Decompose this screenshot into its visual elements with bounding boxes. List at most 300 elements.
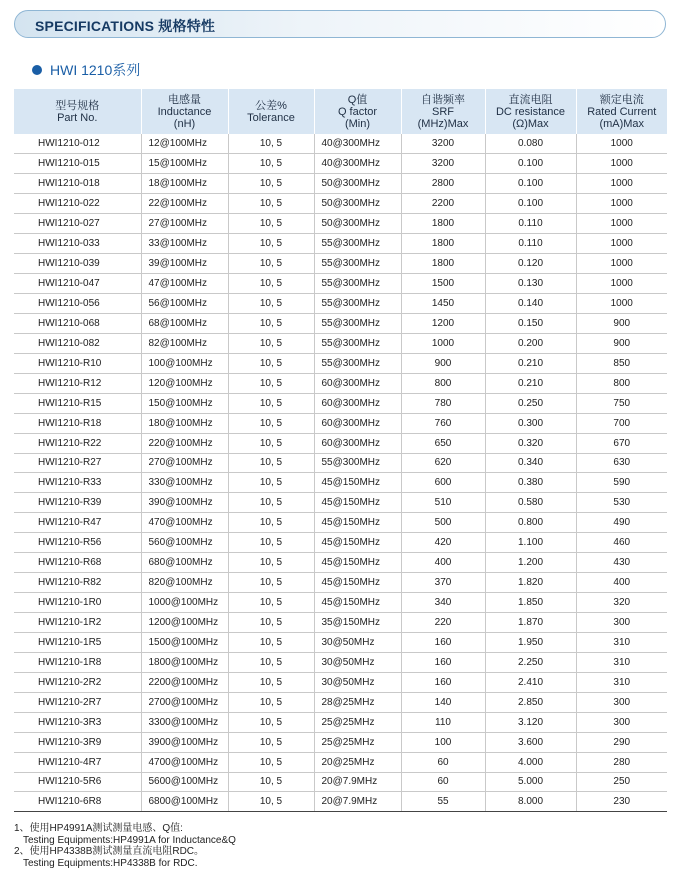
part-no-cell: HWI1210-012 [14, 134, 141, 154]
tolerance-cell: 10, 5 [228, 652, 314, 672]
part-no-cell: HWI1210-R33 [14, 473, 141, 493]
header-inductance-en: Inductance [157, 105, 212, 118]
q-factor-cell: 60@300MHz [314, 393, 401, 413]
tolerance-cell: 10, 5 [228, 174, 314, 194]
dc-resistance-cell: 0.150 [485, 313, 576, 333]
srf-cell: 60 [401, 752, 485, 772]
tolerance-cell: 10, 5 [228, 772, 314, 792]
header-rated-current [576, 89, 667, 134]
rated-current-cell: 1000 [576, 174, 667, 194]
rated-current-cell: 1000 [576, 234, 667, 254]
part-no-cell: HWI1210-1R5 [14, 632, 141, 652]
q-factor-cell: 60@300MHz [314, 413, 401, 433]
srf-cell: 110 [401, 712, 485, 732]
q-factor-cell: 55@300MHz [314, 234, 401, 254]
rated-current-cell: 310 [576, 652, 667, 672]
srf-cell: 420 [401, 533, 485, 553]
rated-current-cell: 1000 [576, 214, 667, 234]
header-q-factor-cn: Q值 [347, 93, 368, 106]
srf-cell: 510 [401, 493, 485, 513]
srf-cell: 1500 [401, 274, 485, 294]
tolerance-cell: 10, 5 [228, 433, 314, 453]
inductance-cell: 2700@100MHz [141, 692, 228, 712]
srf-cell: 400 [401, 553, 485, 573]
rated-current-cell: 300 [576, 692, 667, 712]
tolerance-cell: 10, 5 [228, 294, 314, 314]
header-inductance [141, 89, 228, 134]
header-row [14, 89, 667, 134]
dc-resistance-cell: 0.380 [485, 473, 576, 493]
dc-resistance-cell: 0.200 [485, 333, 576, 353]
tolerance-cell: 10, 5 [228, 792, 314, 812]
series-title: HWI 1210系列 [50, 62, 141, 78]
part-no-cell: HWI1210-R27 [14, 453, 141, 473]
srf-cell: 340 [401, 593, 485, 613]
tolerance-cell: 10, 5 [228, 573, 314, 593]
tolerance-cell: 10, 5 [228, 493, 314, 513]
table-row [14, 792, 667, 812]
tolerance-cell: 10, 5 [228, 692, 314, 712]
table-row [14, 712, 667, 732]
dc-resistance-cell: 0.340 [485, 453, 576, 473]
tolerance-cell: 10, 5 [228, 632, 314, 652]
tolerance-cell: 10, 5 [228, 613, 314, 633]
part-no-cell: HWI1210-5R6 [14, 772, 141, 792]
tolerance-cell: 10, 5 [228, 712, 314, 732]
part-no-cell: HWI1210-1R0 [14, 593, 141, 613]
inductance-cell: 1200@100MHz [141, 613, 228, 633]
part-no-cell: HWI1210-3R3 [14, 712, 141, 732]
header-inductance-unit: (nH) [173, 117, 196, 130]
header-dc-resistance [485, 89, 576, 134]
spec-table [14, 89, 667, 812]
q-factor-cell: 50@300MHz [314, 214, 401, 234]
srf-cell: 160 [401, 672, 485, 692]
q-factor-cell: 20@7.9MHz [314, 792, 401, 812]
inductance-cell: 1000@100MHz [141, 593, 228, 613]
q-factor-cell: 50@300MHz [314, 174, 401, 194]
table-row [14, 353, 667, 373]
dc-resistance-cell: 3.120 [485, 712, 576, 732]
inductance-cell: 68@100MHz [141, 313, 228, 333]
dc-resistance-cell: 1.100 [485, 533, 576, 553]
rated-current-cell: 1000 [576, 194, 667, 214]
srf-cell: 2800 [401, 174, 485, 194]
dc-resistance-cell: 0.580 [485, 493, 576, 513]
table-row [14, 772, 667, 792]
srf-cell: 140 [401, 692, 485, 712]
rated-current-cell: 800 [576, 373, 667, 393]
part-no-cell: HWI1210-1R2 [14, 613, 141, 633]
note-2-cn: 2、使用HP4338B测试测量直流电阻RDC。 [14, 846, 205, 857]
q-factor-cell: 50@300MHz [314, 194, 401, 214]
q-factor-cell: 45@150MHz [314, 493, 401, 513]
table-row [14, 453, 667, 473]
dc-resistance-cell: 1.850 [485, 593, 576, 613]
srf-cell: 1800 [401, 234, 485, 254]
rated-current-cell: 530 [576, 493, 667, 513]
table-row [14, 433, 667, 453]
rated-current-cell: 230 [576, 792, 667, 812]
table-row [14, 373, 667, 393]
dc-resistance-cell: 1.870 [485, 613, 576, 633]
table-row [14, 154, 667, 174]
rated-current-cell: 490 [576, 513, 667, 533]
tolerance-cell: 10, 5 [228, 313, 314, 333]
table-row [14, 413, 667, 433]
tolerance-cell: 10, 5 [228, 134, 314, 154]
tolerance-cell: 10, 5 [228, 214, 314, 234]
header-inductance-cn: 电感量 [168, 93, 201, 106]
q-factor-cell: 45@150MHz [314, 573, 401, 593]
table-row [14, 672, 667, 692]
dc-resistance-cell: 0.120 [485, 254, 576, 274]
dc-resistance-cell: 0.300 [485, 413, 576, 433]
tolerance-cell: 10, 5 [228, 274, 314, 294]
header-part-no-cn: 型号规格 [55, 99, 100, 112]
q-factor-cell: 20@7.9MHz [314, 772, 401, 792]
tolerance-cell: 10, 5 [228, 234, 314, 254]
inductance-cell: 390@100MHz [141, 493, 228, 513]
tolerance-cell: 10, 5 [228, 593, 314, 613]
tolerance-cell: 10, 5 [228, 513, 314, 533]
specifications-banner [14, 10, 666, 38]
inductance-cell: 82@100MHz [141, 333, 228, 353]
tolerance-cell: 10, 5 [228, 393, 314, 413]
part-no-cell: HWI1210-R39 [14, 493, 141, 513]
rated-current-cell: 280 [576, 752, 667, 772]
srf-cell: 3200 [401, 134, 485, 154]
rated-current-cell: 750 [576, 393, 667, 413]
srf-cell: 1000 [401, 333, 485, 353]
header-dc-resistance-cn: 直流电阻 [508, 93, 553, 106]
part-no-cell: HWI1210-018 [14, 174, 141, 194]
inductance-cell: 22@100MHz [141, 194, 228, 214]
header-q-factor-unit: (Min) [344, 117, 371, 130]
q-factor-cell: 35@150MHz [314, 613, 401, 633]
srf-cell: 3200 [401, 154, 485, 174]
table-row [14, 652, 667, 672]
srf-cell: 900 [401, 353, 485, 373]
rated-current-cell: 290 [576, 732, 667, 752]
rated-current-cell: 400 [576, 573, 667, 593]
table-row [14, 732, 667, 752]
part-no-cell: HWI1210-R22 [14, 433, 141, 453]
table-row [14, 553, 667, 573]
inductance-cell: 220@100MHz [141, 433, 228, 453]
table-row [14, 234, 667, 254]
srf-cell: 1800 [401, 254, 485, 274]
inductance-cell: 680@100MHz [141, 553, 228, 573]
dc-resistance-cell: 3.600 [485, 732, 576, 752]
rated-current-cell: 320 [576, 593, 667, 613]
rated-current-cell: 1000 [576, 274, 667, 294]
dc-resistance-cell: 0.800 [485, 513, 576, 533]
table-row [14, 473, 667, 493]
inductance-cell: 820@100MHz [141, 573, 228, 593]
table-row [14, 632, 667, 652]
rated-current-cell: 900 [576, 333, 667, 353]
rated-current-cell: 250 [576, 772, 667, 792]
srf-cell: 220 [401, 613, 485, 633]
q-factor-cell: 55@300MHz [314, 313, 401, 333]
spec-table-body [14, 134, 667, 812]
inductance-cell: 270@100MHz [141, 453, 228, 473]
part-no-cell: HWI1210-3R9 [14, 732, 141, 752]
dc-resistance-cell: 5.000 [485, 772, 576, 792]
part-no-cell: HWI1210-1R8 [14, 652, 141, 672]
table-row [14, 593, 667, 613]
header-srf [401, 89, 485, 134]
tolerance-cell: 10, 5 [228, 752, 314, 772]
table-row [14, 333, 667, 353]
tolerance-cell: 10, 5 [228, 254, 314, 274]
srf-cell: 500 [401, 513, 485, 533]
banner-title: SPECIFICATIONS 规格特性 [35, 18, 216, 34]
dc-resistance-cell: 2.410 [485, 672, 576, 692]
header-tolerance-cn: 公差% [255, 99, 287, 112]
rated-current-cell: 1000 [576, 294, 667, 314]
q-factor-cell: 55@300MHz [314, 294, 401, 314]
srf-cell: 55 [401, 792, 485, 812]
q-factor-cell: 20@25MHz [314, 752, 401, 772]
srf-cell: 620 [401, 453, 485, 473]
header-rated-current-en: Rated Current [587, 105, 657, 118]
table-row [14, 274, 667, 294]
q-factor-cell: 25@25MHz [314, 732, 401, 752]
table-row [14, 573, 667, 593]
header-tolerance-en: Tolerance [247, 111, 295, 124]
part-no-cell: HWI1210-2R2 [14, 672, 141, 692]
dc-resistance-cell: 1.200 [485, 553, 576, 573]
header-rated-current-unit: (mA)Max [599, 117, 645, 130]
table-row [14, 134, 667, 154]
srf-cell: 1200 [401, 313, 485, 333]
inductance-cell: 15@100MHz [141, 154, 228, 174]
tolerance-cell: 10, 5 [228, 333, 314, 353]
tolerance-cell: 10, 5 [228, 353, 314, 373]
inductance-cell: 1800@100MHz [141, 652, 228, 672]
q-factor-cell: 55@300MHz [314, 333, 401, 353]
table-row [14, 214, 667, 234]
q-factor-cell: 60@300MHz [314, 373, 401, 393]
table-row [14, 752, 667, 772]
dc-resistance-cell: 1.950 [485, 632, 576, 652]
part-no-cell: HWI1210-039 [14, 254, 141, 274]
dc-resistance-cell: 8.000 [485, 792, 576, 812]
inductance-cell: 6800@100MHz [141, 792, 228, 812]
table-row [14, 313, 667, 333]
q-factor-cell: 45@150MHz [314, 593, 401, 613]
dc-resistance-cell: 0.100 [485, 154, 576, 174]
inductance-cell: 47@100MHz [141, 274, 228, 294]
dc-resistance-cell: 0.080 [485, 134, 576, 154]
srf-cell: 800 [401, 373, 485, 393]
part-no-cell: HWI1210-082 [14, 333, 141, 353]
inductance-cell: 33@100MHz [141, 234, 228, 254]
tolerance-cell: 10, 5 [228, 732, 314, 752]
srf-cell: 1450 [401, 294, 485, 314]
part-no-cell: HWI1210-R56 [14, 533, 141, 553]
dc-resistance-cell: 0.250 [485, 393, 576, 413]
dc-resistance-cell: 0.110 [485, 234, 576, 254]
srf-cell: 60 [401, 772, 485, 792]
dc-resistance-cell: 0.210 [485, 373, 576, 393]
dc-resistance-cell: 0.210 [485, 353, 576, 373]
dc-resistance-cell: 2.250 [485, 652, 576, 672]
header-q-factor-en: Q factor [337, 105, 378, 118]
rated-current-cell: 310 [576, 672, 667, 692]
q-factor-cell: 60@300MHz [314, 433, 401, 453]
srf-cell: 650 [401, 433, 485, 453]
q-factor-cell: 30@50MHz [314, 632, 401, 652]
note-1-en: Testing Equipments:HP4991A for Inductance&Q [23, 834, 236, 846]
rated-current-cell: 700 [576, 413, 667, 433]
tolerance-cell: 10, 5 [228, 533, 314, 553]
part-no-cell: HWI1210-R10 [14, 353, 141, 373]
dc-resistance-cell: 4.000 [485, 752, 576, 772]
rated-current-cell: 300 [576, 613, 667, 633]
part-no-cell: HWI1210-R18 [14, 413, 141, 433]
part-no-cell: HWI1210-027 [14, 214, 141, 234]
inductance-cell: 5600@100MHz [141, 772, 228, 792]
q-factor-cell: 28@25MHz [314, 692, 401, 712]
header-dc-resistance-en: DC resistance [495, 105, 566, 118]
table-row [14, 194, 667, 214]
header-tolerance [228, 89, 314, 134]
q-factor-cell: 45@150MHz [314, 553, 401, 573]
tolerance-cell: 10, 5 [228, 453, 314, 473]
rated-current-cell: 300 [576, 712, 667, 732]
rated-current-cell: 900 [576, 313, 667, 333]
inductance-cell: 3900@100MHz [141, 732, 228, 752]
part-no-cell: HWI1210-056 [14, 294, 141, 314]
q-factor-cell: 30@50MHz [314, 672, 401, 692]
srf-cell: 2200 [401, 194, 485, 214]
table-row [14, 613, 667, 633]
inductance-cell: 2200@100MHz [141, 672, 228, 692]
inductance-cell: 3300@100MHz [141, 712, 228, 732]
rated-current-cell: 1000 [576, 134, 667, 154]
part-no-cell: HWI1210-R82 [14, 573, 141, 593]
inductance-cell: 180@100MHz [141, 413, 228, 433]
srf-cell: 600 [401, 473, 485, 493]
dc-resistance-cell: 1.820 [485, 573, 576, 593]
table-row [14, 174, 667, 194]
header-q-factor [314, 89, 401, 134]
rated-current-cell: 1000 [576, 154, 667, 174]
tolerance-cell: 10, 5 [228, 194, 314, 214]
header-srf-unit: (MHz)Max [417, 117, 469, 130]
q-factor-cell: 55@300MHz [314, 254, 401, 274]
part-no-cell: HWI1210-4R7 [14, 752, 141, 772]
table-row [14, 393, 667, 413]
inductance-cell: 560@100MHz [141, 533, 228, 553]
q-factor-cell: 30@50MHz [314, 652, 401, 672]
srf-cell: 160 [401, 632, 485, 652]
inductance-cell: 39@100MHz [141, 254, 228, 274]
q-factor-cell: 45@150MHz [314, 533, 401, 553]
rated-current-cell: 590 [576, 473, 667, 493]
srf-cell: 100 [401, 732, 485, 752]
dc-resistance-cell: 0.140 [485, 294, 576, 314]
part-no-cell: HWI1210-6R8 [14, 792, 141, 812]
tolerance-cell: 10, 5 [228, 672, 314, 692]
rated-current-cell: 1000 [576, 254, 667, 274]
tolerance-cell: 10, 5 [228, 373, 314, 393]
q-factor-cell: 25@25MHz [314, 712, 401, 732]
srf-cell: 780 [401, 393, 485, 413]
q-factor-cell: 45@150MHz [314, 513, 401, 533]
inductance-cell: 1500@100MHz [141, 632, 228, 652]
table-row [14, 533, 667, 553]
q-factor-cell: 55@300MHz [314, 353, 401, 373]
note-2-en: Testing Equipments:HP4338B for RDC. [23, 857, 198, 869]
part-no-cell: HWI1210-022 [14, 194, 141, 214]
series-heading [32, 62, 140, 78]
tolerance-cell: 10, 5 [228, 553, 314, 573]
part-no-cell: HWI1210-015 [14, 154, 141, 174]
q-factor-cell: 45@150MHz [314, 473, 401, 493]
tolerance-cell: 10, 5 [228, 413, 314, 433]
rated-current-cell: 310 [576, 632, 667, 652]
dc-resistance-cell: 2.850 [485, 692, 576, 712]
test-notes [14, 823, 236, 869]
rated-current-cell: 670 [576, 433, 667, 453]
inductance-cell: 4700@100MHz [141, 752, 228, 772]
dc-resistance-cell: 0.320 [485, 433, 576, 453]
inductance-cell: 27@100MHz [141, 214, 228, 234]
dc-resistance-cell: 0.100 [485, 174, 576, 194]
header-part-no [14, 89, 141, 134]
inductance-cell: 56@100MHz [141, 294, 228, 314]
srf-cell: 760 [401, 413, 485, 433]
header-dc-resistance-unit: (Ω)Max [512, 117, 549, 130]
tolerance-cell: 10, 5 [228, 473, 314, 493]
note-1-cn: 1、使用HP4991A测试测量电感、Q值: [14, 823, 183, 834]
header-srf-en: SRF [432, 105, 454, 118]
part-no-cell: HWI1210-033 [14, 234, 141, 254]
rated-current-cell: 460 [576, 533, 667, 553]
part-no-cell: HWI1210-2R7 [14, 692, 141, 712]
part-no-cell: HWI1210-R47 [14, 513, 141, 533]
table-row [14, 493, 667, 513]
inductance-cell: 18@100MHz [141, 174, 228, 194]
table-row [14, 294, 667, 314]
tolerance-cell: 10, 5 [228, 154, 314, 174]
rated-current-cell: 430 [576, 553, 667, 573]
inductance-cell: 120@100MHz [141, 373, 228, 393]
part-no-cell: HWI1210-R15 [14, 393, 141, 413]
dc-resistance-cell: 0.100 [485, 194, 576, 214]
q-factor-cell: 55@300MHz [314, 274, 401, 294]
q-factor-cell: 40@300MHz [314, 134, 401, 154]
rated-current-cell: 630 [576, 453, 667, 473]
srf-cell: 1800 [401, 214, 485, 234]
table-row [14, 254, 667, 274]
inductance-cell: 330@100MHz [141, 473, 228, 493]
part-no-cell: HWI1210-R68 [14, 553, 141, 573]
bullet-dot-icon [32, 65, 42, 75]
header-part-no-en: Part No. [57, 111, 98, 124]
inductance-cell: 12@100MHz [141, 134, 228, 154]
dc-resistance-cell: 0.110 [485, 214, 576, 234]
srf-cell: 160 [401, 652, 485, 672]
header-srf-cn: 自谐频率 [421, 93, 465, 106]
dc-resistance-cell: 0.130 [485, 274, 576, 294]
inductance-cell: 100@100MHz [141, 353, 228, 373]
srf-cell: 370 [401, 573, 485, 593]
